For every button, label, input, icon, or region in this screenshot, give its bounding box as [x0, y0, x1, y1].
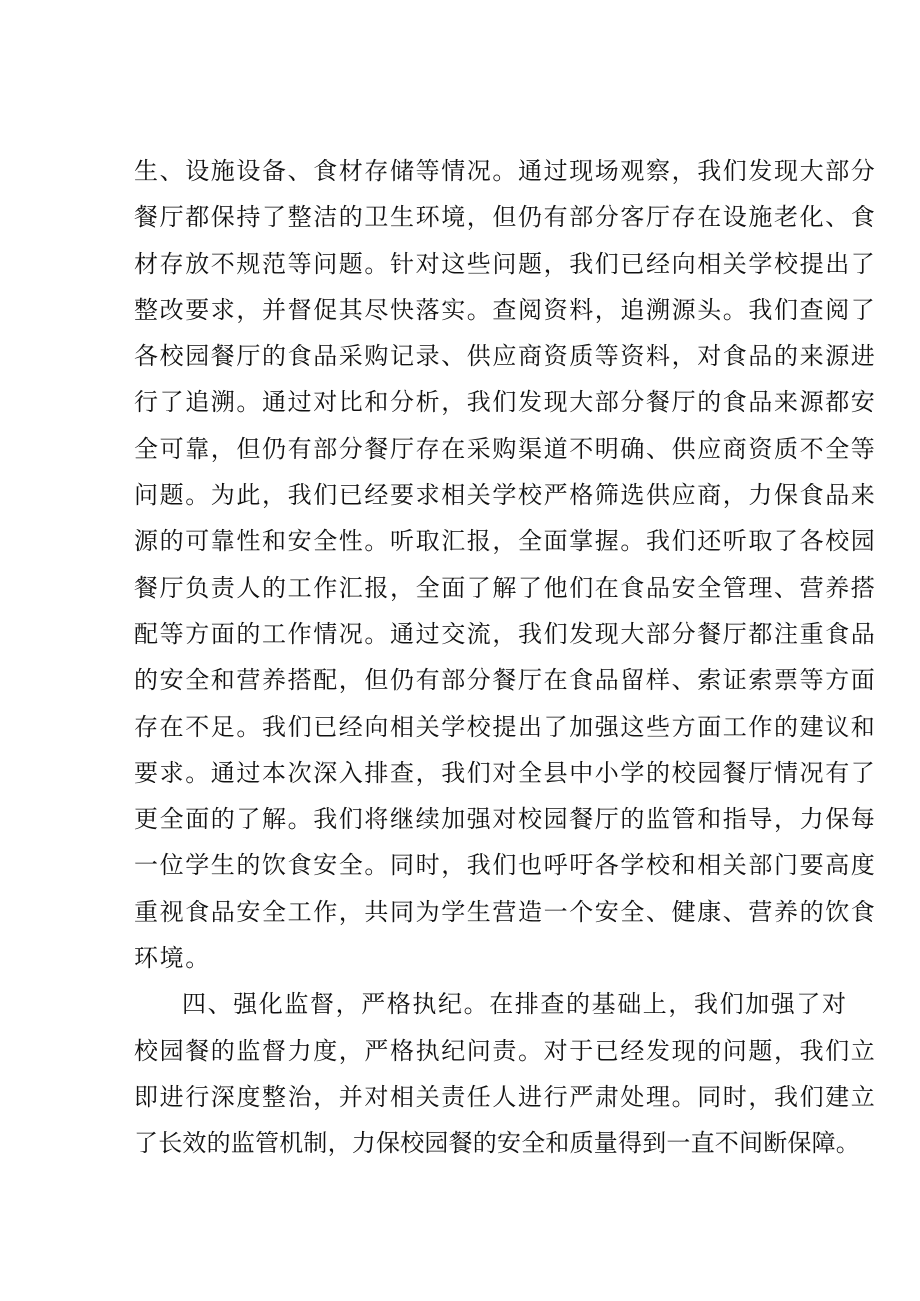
- text-line-13: 存在不足。我们已经向相关学校提出了加强这些方面工作的建议和: [134, 712, 877, 741]
- text-line-9: 源的可靠性和安全性。听取汇报，全面掌握。我们还听取了各校园: [134, 527, 877, 556]
- text-line-22: 了长效的监管机制，力保校园餐的安全和质量得到一直不间断保障。: [134, 1129, 860, 1158]
- text-line-14: 要求。通过本次深入排查，我们对全县中小学的校园餐厅情况有了: [134, 758, 877, 787]
- text-line-5: 各校园餐厅的食品采购记录、供应商资质等资料，对食品的来源进: [134, 342, 877, 371]
- text-line-18: 环境。: [134, 944, 211, 973]
- text-line-21: 即进行深度整治，并对相关责任人进行严肃处理。同时，我们建立: [134, 1082, 877, 1111]
- text-line-8: 问题。为此，我们已经要求相关学校严格筛选供应商，力保食品来: [134, 481, 877, 510]
- text-line-1: 生、设施设备、食材存储等情况。通过现场观察，我们发现大部分: [134, 157, 877, 185]
- text-line-12: 的安全和营养搭配，但仍有部分餐厅在食品留样、索证索票等方面: [134, 666, 877, 695]
- text-line-16: 一位学生的饮食安全。同时，我们也呼吁各学校和相关部门要高度: [134, 851, 877, 880]
- paragraph-heading-line: 四、强化监督，严格执纪。在排查的基础上，我们加强了对: [182, 990, 848, 1019]
- text-line-2: 餐厅都保持了整洁的卫生环境，但仍有部分客厅存在设施老化、食: [134, 203, 877, 232]
- body-text: [134, 148, 877, 1167]
- text-line-3: 材存放不规范等问题。针对这些问题，我们已经向相关学校提出了: [134, 249, 877, 278]
- text-line-10: 餐厅负责人的工作汇报，全面了解了他们在食品安全管理、营养搭: [134, 573, 877, 602]
- text-line-20: 校园餐的监督力度，严格执纪问责。对于已经发现的问题，我们立: [134, 1036, 877, 1065]
- text-line-6: 行了追溯。通过对比和分析，我们发现大部分餐厅的食品来源都安: [134, 388, 877, 417]
- text-line-4: 整改要求，并督促其尽快落实。查阅资料，追溯源头。我们查阅了: [134, 295, 877, 324]
- text-line-15: 更全面的了解。我们将继续加强对校园餐厅的监管和指导，力保每: [134, 805, 877, 834]
- text-line-17: 重视食品安全工作，共同为学生营造一个安全、健康、营养的饮食: [134, 897, 877, 926]
- text-line-11: 配等方面的工作情况。通过交流，我们发现大部分餐厅都注重食品: [134, 619, 877, 648]
- text-line-7: 全可靠，但仍有部分餐厅存在采购渠道不明确、供应商资质不全等: [134, 434, 877, 463]
